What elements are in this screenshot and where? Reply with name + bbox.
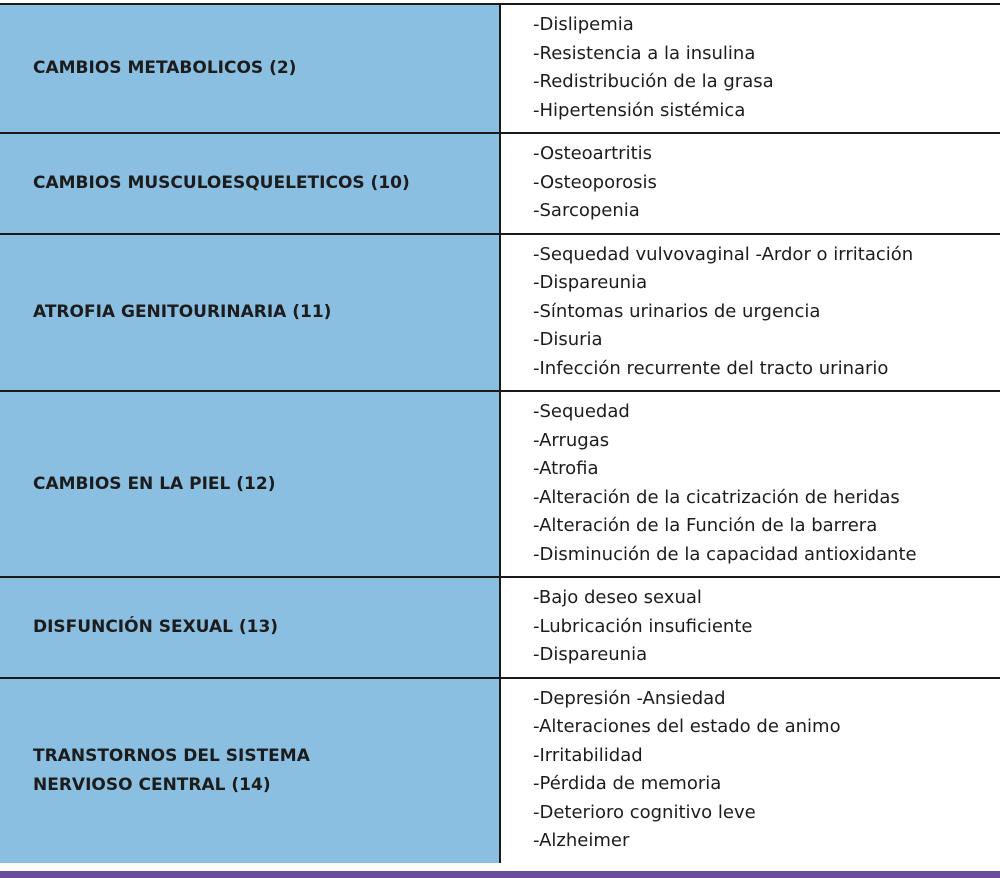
list-item: -Bajo deseo sexual [533,587,702,608]
list-item: -Depresión -Ansiedad [533,687,726,709]
list-item: -Osteoartritis [533,143,653,164]
category-cell [0,578,501,677]
list-item: -Síntomas urinarios de urgencia [533,300,821,322]
table-row-musculoskeletal [0,134,1000,235]
list-item: -Irritabilidad [533,744,643,766]
items-cell [501,5,1000,132]
list-item: -Alteraciones del estado de animo [533,716,841,737]
list-item: -Redistribución de la grasa [533,71,774,92]
items-cell [501,679,1000,863]
category-label: ATROFIA GENITOURINARIA (11) [33,301,332,322]
category-cell [0,235,501,391]
list-item: -Deterioro cognitivo leve [533,801,756,823]
list-item: -Hipertensión sistémica [533,99,746,121]
list-item: -Resistencia a la insulina [533,42,756,64]
list-item: -Alzheimer [533,830,630,851]
category-cell [0,679,501,863]
bottom-divider-bar [0,871,1000,878]
list-item: -Osteoporosis [533,171,657,193]
table-row-skin [0,392,1000,578]
category-label: CAMBIOS METABOLICOS (2) [33,58,297,78]
items-cell [501,235,1000,391]
list-item: -Infección recurrente del tracto urinario [533,357,889,379]
list-item: -Sequedad vulvovaginal -Ardor o irritación [533,243,914,265]
category-label-line: TRANSTORNOS DEL SISTEMA [33,745,310,766]
list-item: -Arrugas [533,429,610,451]
category-label: CAMBIOS EN LA PIEL (12) [33,473,276,494]
list-item: -Dispareunia [533,272,648,293]
items-cell [501,578,1000,677]
items-cell [501,392,1000,576]
list-item: -Alteración de la Función de la barrera [533,515,878,536]
list-item: -Alteración de la cicatrización de heridas [533,486,900,508]
category-label: DISFUNCIÓN SEXUAL (13) [33,616,279,637]
list-item: -Sarcopenia [533,200,640,221]
table-row-metabolic [0,5,1000,134]
list-item: -Dislipemia [533,14,634,35]
table-row-cns [0,679,1000,863]
table-row-sexual [0,578,1000,679]
list-item: -Sequedad [533,401,630,422]
symptoms-table [0,3,1000,863]
list-item: -Dispareunia [533,644,648,665]
category-label-line: NERVIOSO CENTRAL (14) [33,774,271,795]
list-item: -Lubricación insuficiente [533,615,753,637]
list-item: -Disuria [533,329,603,350]
category-label: CAMBIOS MUSCULOESQUELETICOS (10) [33,172,410,193]
category-cell [0,134,501,233]
table-row-genitourinary [0,235,1000,393]
list-item: -Disminución de la capacidad antioxidante [533,543,917,565]
list-item: -Atrofia [533,458,599,479]
category-cell [0,392,501,576]
category-cell [0,5,501,132]
items-cell [501,134,1000,233]
list-item: -Pérdida de memoria [533,773,722,794]
